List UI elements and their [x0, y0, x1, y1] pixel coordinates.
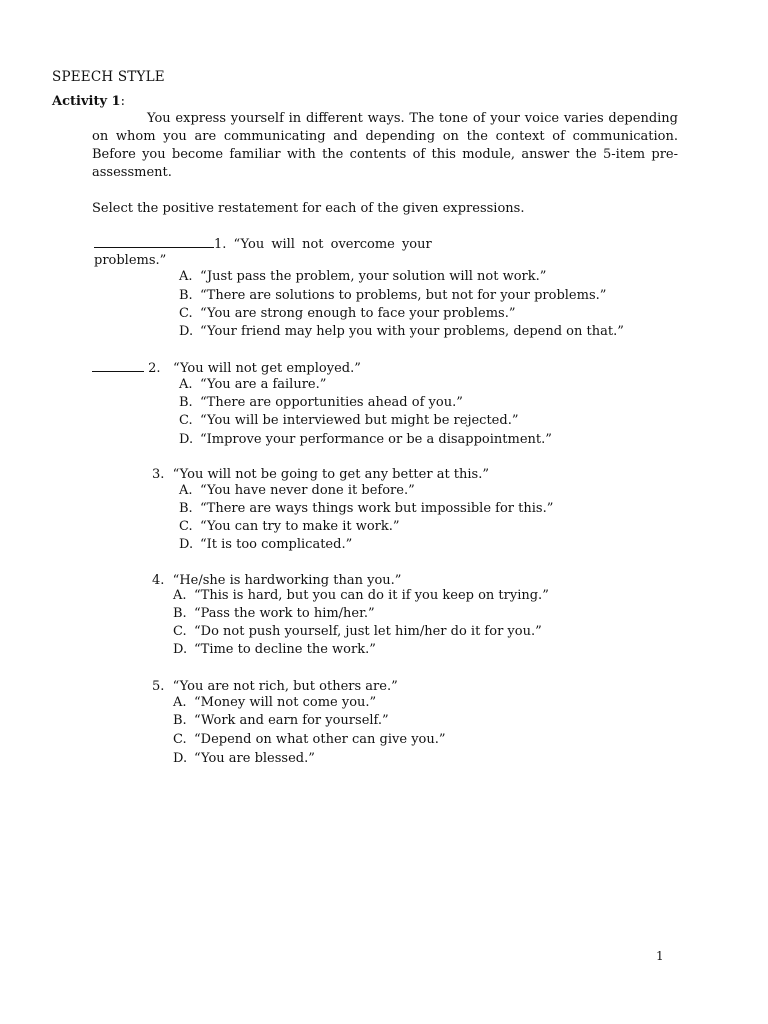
question-5-number: 5.	[152, 679, 165, 694]
question-4-option-b: B. “Pass the work to him/her.”	[173, 606, 375, 621]
question-3-option-c: C. “You can try to make it work.”	[179, 519, 400, 534]
question-5-option-a: A. “Money will not come you.”	[173, 695, 377, 710]
question-5-prompt: “You are not rich, but others are.”	[172, 679, 398, 694]
question-2-option-a: A. “You are a failure.”	[179, 377, 327, 392]
question-2-prompt: “You will not get employed.”	[172, 361, 361, 376]
question-3-number: 3.	[152, 467, 165, 482]
question-3-prompt: “You will not be going to get any better at this.”	[172, 467, 490, 482]
activity-colon: :	[120, 94, 125, 109]
question-2-number: 2.	[148, 361, 161, 376]
question-4-prompt: “He/she is hardworking than you.”	[172, 573, 402, 588]
question-2-option-b: B. “There are opportunities ahead of you.”	[179, 395, 463, 410]
question-5-option-d: D. “You are blessed.”	[173, 751, 315, 766]
question-3-option-a: A. “You have never done it before.”	[179, 483, 415, 498]
page-number: 1	[656, 949, 664, 963]
question-2-option-d: D. “Improve your performance or be a disappointment.”	[179, 432, 552, 447]
question-1-prompt-continued: problems.”	[94, 253, 167, 268]
question-2-option-c: C. “You will be interviewed but might be rejected.”	[179, 413, 519, 428]
question-1-option-c: C. “You are strong enough to face your problems.”	[179, 306, 516, 321]
question-5-option-c: C. “Depend on what other can give you.”	[173, 732, 446, 747]
question-5-option-b: B. “Work and earn for yourself.”	[173, 713, 389, 728]
question-1-option-d: D. “Your friend may help you with your problems, depend on that.”	[179, 324, 624, 339]
activity-label: Activity 1	[52, 94, 121, 109]
question-1-prompt: “You will not overcome your	[233, 237, 432, 252]
question-4-number: 4.	[152, 573, 165, 588]
question-3-option-b: B. “There are ways things work but impossible for this.”	[179, 501, 554, 516]
question-3-option-d: D. “It is too complicated.”	[179, 537, 353, 552]
instruction-text: Select the positive restatement for each of the given expressions.	[92, 201, 525, 216]
question-1-option-b: B. “There are solutions to problems, but not for your problems.”	[179, 288, 607, 303]
activity-heading	[52, 93, 125, 111]
answer-blank-2[interactable]	[92, 359, 144, 372]
answer-blank-1[interactable]	[94, 235, 214, 248]
question-1-number: 1.	[214, 237, 227, 252]
page-title: SPEECH STYLE	[52, 69, 165, 85]
intro-paragraph: You express yourself in different ways. The tone of your voice varies depending on whom you are communicating and depending on the context of communication. Before you become familiar with the contents of this module, answer the 5-item pre- assessment.	[92, 111, 678, 180]
question-4-option-d: D. “Time to decline the work.”	[173, 642, 376, 657]
question-1-option-a: A. “Just pass the problem, your solution will not work.”	[179, 269, 547, 284]
question-4-option-c: C. “Do not push yourself, just let him/her do it for you.”	[173, 624, 542, 639]
question-4-option-a: A. “This is hard, but you can do it if you keep on trying.”	[173, 588, 549, 603]
